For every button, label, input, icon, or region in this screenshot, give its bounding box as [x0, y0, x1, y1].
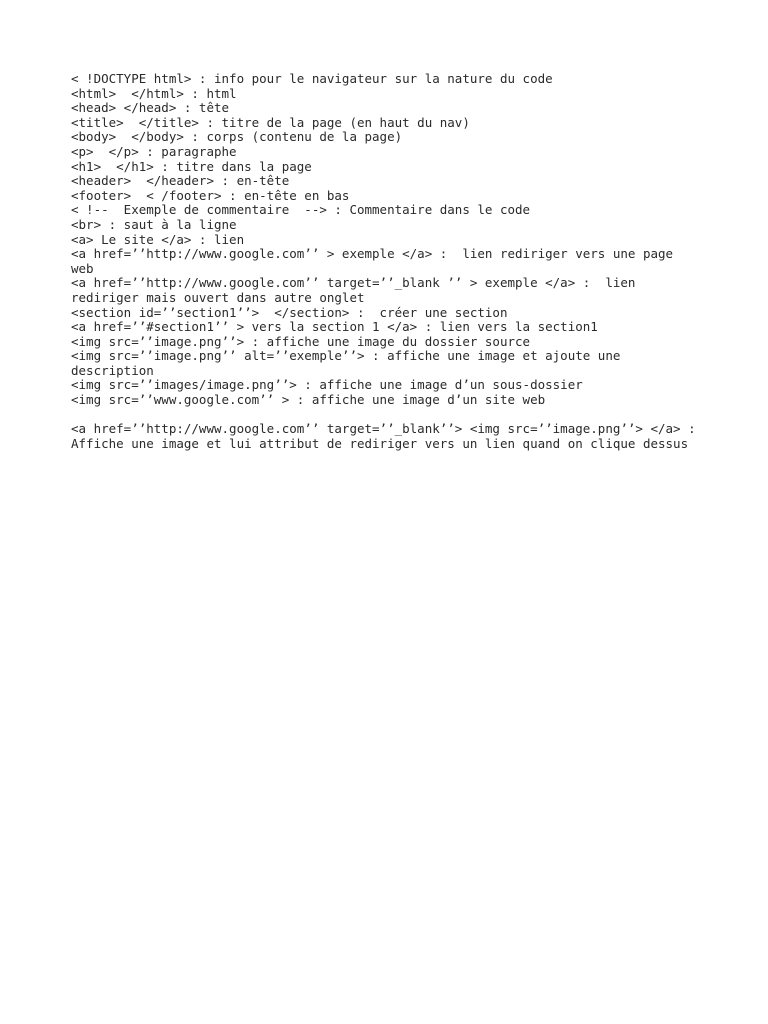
text-line: description — [71, 362, 154, 378]
text-line: <img src=’’images/image.png’’> : affiche une image d’un sous-dossier — [71, 377, 583, 393]
text-line: <img src=’’www.google.com’’ > : affiche une image d’un site web — [71, 392, 546, 408]
text-line: <img src=’’image.png’’ alt=’’exemple’’> : affiche une image et ajoute une — [71, 348, 621, 364]
text-line: <body> </body> : corps (contenu de la page) — [71, 129, 403, 145]
text-line: <html> </html> : html — [71, 85, 237, 101]
text-line: <head> </head> : tête — [71, 100, 230, 116]
text-line: <a href=’’http://www.google.com’’ > exemple </a> : lien rediriger vers une page — [71, 246, 674, 262]
text-line: Affiche une image et lui attribut de rediriger vers un lien quand on clique dessus — [71, 435, 689, 451]
text-line: <a href=’’#section1’’ > vers la section 1 </a> : lien vers la section1 — [71, 319, 598, 335]
document-body — [71, 72, 711, 451]
text-line: < !DOCTYPE html> : info pour le navigateur sur la nature du code — [71, 71, 553, 86]
text-line: web — [71, 260, 94, 276]
text-line: <footer> < /footer> : en-tête en bas — [71, 187, 350, 203]
text-line: <p> </p> : paragraphe — [71, 143, 237, 159]
text-line: <br> : saut à la ligne — [71, 216, 237, 232]
text-line: rediriger mais ouvert dans autre onglet — [71, 289, 365, 305]
text-line: <a> Le site </a> : lien — [71, 231, 245, 247]
text-line: <a href=’’http://www.google.com’’ target=’’_blank’’> <img src=’’image.png’’> </a> : — [71, 421, 696, 437]
text-line: <h1> </h1> : titre dans la page — [71, 158, 312, 174]
text-line: <title> </title> : titre de la page (en haut du nav) — [71, 114, 470, 130]
text-line: < !-- Exemple de commentaire --> : Commentaire dans le code — [71, 202, 531, 218]
text-line: <a href=’’http://www.google.com’’ target=’’_blank ’’ > exemple </a> : lien — [71, 275, 636, 291]
blank-line — [71, 408, 711, 423]
text-line: <img src=’’image.png’’> : affiche une image du dossier source — [71, 333, 531, 349]
text-line: <header> </header> : en-tête — [71, 173, 290, 189]
text-line: <section id=’’section1’’> </section> : créer une section — [71, 304, 508, 320]
